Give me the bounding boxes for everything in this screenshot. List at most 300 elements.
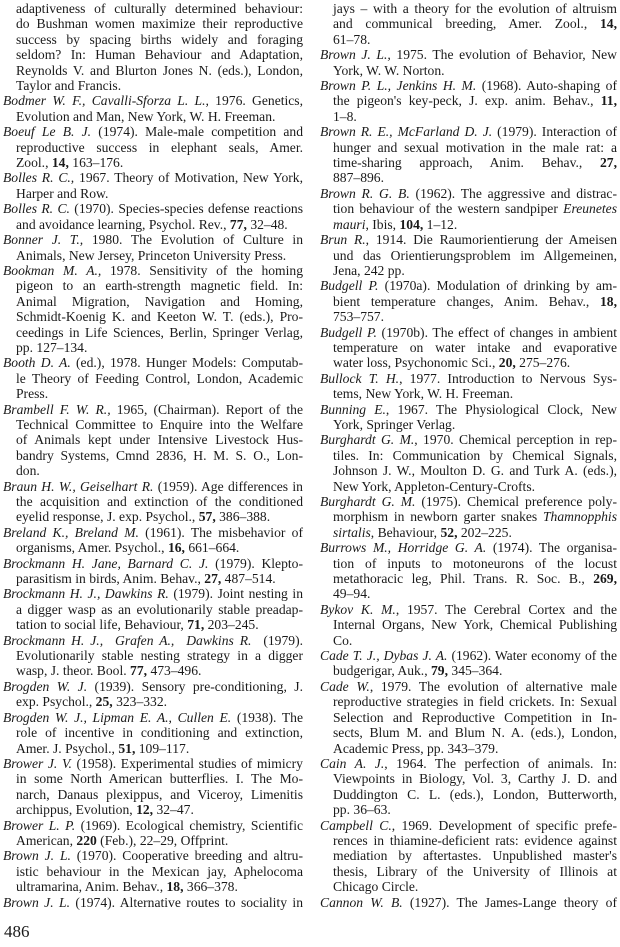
reference-text: bandry Systems, Cmnd 2836, H. M. S. O., Lon- bbox=[16, 447, 303, 463]
reference-text: rences in thiamine-deficient rats: evidence against bbox=[333, 832, 617, 848]
reference-entry bbox=[3, 201, 303, 232]
volume-number: 14, bbox=[600, 16, 617, 32]
reference-entry bbox=[320, 371, 617, 402]
reference-text: bient temperature changes, Anim. Behav., bbox=[333, 293, 600, 309]
reference-line bbox=[3, 448, 303, 463]
reference-authors: Brown J. L., bbox=[320, 47, 391, 63]
volume-number: 27, bbox=[204, 571, 222, 587]
reference-line bbox=[320, 633, 617, 648]
reference-text: pp. 127–134. bbox=[16, 339, 88, 355]
reference-entry bbox=[3, 170, 303, 201]
reference-text: pigeon to an earth-strength magnetic field. In: bbox=[16, 278, 303, 294]
volume-number: 51, bbox=[118, 740, 136, 756]
reference-entry bbox=[320, 494, 617, 540]
volume-number: 71, bbox=[187, 617, 205, 633]
reference-text: water loss, Psychonomic Sci., bbox=[333, 355, 499, 371]
reference-line bbox=[3, 741, 303, 756]
reference-line bbox=[320, 340, 617, 355]
reference-text: budgerigar, Auk., bbox=[333, 663, 431, 679]
reference-text: Taylor and Francis. bbox=[16, 78, 122, 94]
reference-authors: Bolles R. C., bbox=[3, 170, 75, 186]
reference-line bbox=[320, 602, 617, 617]
reference-text: (1958). Experimental studies of mimicry bbox=[71, 755, 303, 771]
reference-text: , 1969. Development of specific prefe- bbox=[391, 817, 617, 833]
reference-entry bbox=[320, 756, 617, 818]
reference-text: (1974). Alternative routes to sociality in bbox=[70, 894, 304, 910]
reference-entry bbox=[320, 648, 617, 679]
reference-text: parasitism in birds, Anim. Behav., bbox=[16, 571, 205, 587]
reference-line bbox=[3, 633, 303, 648]
reference-line bbox=[3, 248, 303, 263]
reference-text: (1939). Sensory pre-conditioning, J. bbox=[87, 678, 304, 694]
reference-authors: Burghardt G. M. bbox=[320, 494, 416, 509]
italic-text: mauri bbox=[333, 216, 366, 232]
volume-number: 14, bbox=[51, 155, 69, 171]
volume-number: 16, bbox=[167, 540, 185, 556]
reference-line bbox=[3, 78, 303, 93]
reference-line bbox=[3, 155, 303, 170]
reference-authors: Brockmann H. J., Grafen A., Dawkins R. bbox=[3, 632, 252, 648]
reference-line bbox=[320, 818, 617, 833]
reference-text: Johnson J. W., Moulton D. G. and Turk A. (eds.), bbox=[333, 463, 617, 479]
reference-line bbox=[320, 325, 617, 340]
reference-authors: Bunning E. bbox=[320, 401, 386, 417]
reference-line bbox=[320, 679, 617, 694]
reference-text: 487–514. bbox=[221, 571, 276, 587]
volume-number: 77, bbox=[130, 663, 148, 679]
reference-text: tion behaviour of the western sandpiper bbox=[333, 201, 564, 217]
reference-text: und das Orientierungsproblem im Allgemeinen, bbox=[333, 247, 617, 263]
volume-number: 104, bbox=[399, 216, 424, 232]
reference-authors: Bonner J. T., bbox=[3, 232, 84, 248]
reference-line bbox=[320, 771, 617, 786]
reference-text: American, bbox=[16, 832, 77, 848]
reference-text: Chicago Circle. bbox=[333, 879, 419, 895]
reference-line bbox=[320, 509, 617, 524]
reference-text: success by spacing births widely and foraging bbox=[16, 31, 303, 47]
reference-text: (1970a). Modulation of drinking by am- bbox=[378, 278, 617, 294]
reference-text: 61–78. bbox=[333, 31, 371, 47]
reference-line bbox=[320, 248, 617, 263]
reference-text: Technical Committee to Enquire into the Welfare bbox=[16, 416, 303, 432]
reference-line bbox=[3, 402, 303, 417]
reference-text: Reynolds V. and Blurton Jones N. (eds.), London, bbox=[16, 62, 303, 78]
reference-text: 1976. Genetics, bbox=[208, 93, 303, 109]
reference-line bbox=[320, 494, 617, 509]
reference-text: (1938). The bbox=[231, 709, 303, 725]
reference-text: Animals, New Jersey, Princeton University Press. bbox=[16, 247, 287, 263]
reference-entry bbox=[320, 278, 617, 324]
reference-entry bbox=[3, 93, 303, 124]
reference-text: reproductive success in elephant seals, Amer. bbox=[16, 139, 303, 155]
reference-text: adaptiveness of culturally determined behaviour: bbox=[16, 1, 303, 16]
reference-text: 32–47. bbox=[153, 802, 194, 818]
reference-line bbox=[3, 602, 303, 617]
reference-authors: Brown R. E., McFarland D. J. bbox=[320, 124, 493, 140]
reference-authors: Budgell P. bbox=[320, 278, 379, 294]
reference-line bbox=[320, 78, 617, 93]
reference-text: Co. bbox=[333, 632, 353, 648]
reference-text: exp. Psychol., bbox=[16, 694, 96, 710]
reference-text: morphism in newborn garter snakes bbox=[333, 509, 543, 525]
italic-text: Thamnopphis bbox=[542, 509, 617, 525]
reference-text: tion of inputs to motoneurons of the locust bbox=[333, 555, 617, 571]
reference-authors: Burrows M., Horridge G. A. bbox=[320, 540, 487, 556]
reference-entry bbox=[320, 895, 617, 910]
reference-text: and avoidance learning, Psychol. Rev., bbox=[16, 216, 230, 232]
reference-authors: Budgell P. bbox=[320, 324, 377, 340]
italic-text: sirtalis bbox=[333, 524, 371, 540]
reference-line bbox=[320, 525, 617, 540]
reference-text: of Animals kept under Intensive Livestock Hus- bbox=[16, 432, 303, 448]
reference-line bbox=[320, 371, 617, 386]
reference-entry bbox=[3, 1, 303, 93]
reference-line bbox=[320, 864, 617, 879]
reference-entry bbox=[320, 1, 617, 47]
reference-line bbox=[3, 864, 303, 879]
reference-text: do Bushman women maximize their reproductive bbox=[16, 16, 303, 32]
reference-line bbox=[320, 16, 617, 31]
reference-line bbox=[320, 417, 617, 432]
reference-authors: Breland K., Breland M. bbox=[3, 524, 139, 540]
reference-line bbox=[3, 617, 303, 632]
reference-line bbox=[3, 710, 303, 725]
reference-text: 1–12. bbox=[423, 216, 458, 232]
reference-entry bbox=[3, 895, 303, 910]
reference-line bbox=[3, 679, 303, 694]
reference-text: , 1977. Introduction to Nervous Sys- bbox=[399, 370, 617, 386]
reference-line bbox=[320, 386, 617, 401]
reference-line bbox=[3, 663, 303, 678]
reference-line bbox=[3, 833, 303, 848]
reference-authors: Bodmer W. F., Cavalli-Sforza L. L., bbox=[3, 93, 209, 109]
reference-line bbox=[3, 417, 303, 432]
reference-text: wasp, J. theor. Bool. bbox=[16, 663, 131, 679]
volume-number: 77, bbox=[229, 216, 247, 232]
reference-text: Evolution and Man, New York, W. H. Freeman. bbox=[16, 108, 276, 124]
reference-text: ceedings in Life Sciences, Berlin, Springer Verlag, bbox=[16, 324, 303, 340]
reference-text: Internal Organs, New York, Chemical Publishing bbox=[333, 617, 617, 633]
reference-line bbox=[320, 217, 617, 232]
reference-line bbox=[320, 294, 617, 309]
reference-line bbox=[3, 170, 303, 185]
volume-number: 57, bbox=[198, 509, 216, 525]
reference-authors: Brockmann H. Jane, Barnard C. J. bbox=[3, 555, 209, 571]
reference-authors: Cannon W. B. bbox=[320, 894, 403, 910]
reference-line bbox=[3, 93, 303, 108]
reference-text: sects, Blum M. and Blum N. A. (eds.), London, bbox=[333, 725, 617, 741]
reference-text: (1979). bbox=[251, 632, 303, 648]
reference-text: , Behaviour, bbox=[370, 524, 441, 540]
reference-line bbox=[3, 848, 303, 863]
reference-authors: Brown J. L. bbox=[3, 894, 70, 910]
reference-authors: Braun H. W., Geiselhart R. bbox=[3, 478, 154, 494]
reference-line bbox=[3, 63, 303, 78]
reference-authors: Bullock T. H. bbox=[320, 370, 400, 386]
reference-line bbox=[320, 741, 617, 756]
reference-text: 345–364. bbox=[448, 663, 503, 679]
reference-entry bbox=[320, 47, 617, 78]
reference-line bbox=[3, 1, 303, 16]
reference-line bbox=[3, 556, 303, 571]
reference-text: Schmidt-Koenig K. and Keeton W. T. (eds.), Pro- bbox=[16, 309, 303, 325]
reference-text: (1970). Cooperative breeding and altru- bbox=[70, 848, 303, 864]
reference-text: 163–176. bbox=[68, 155, 124, 171]
reference-text: Duddington C. L. (eds.), London, Butterworth, bbox=[333, 786, 617, 802]
reference-line bbox=[320, 663, 617, 678]
reference-text: 366–378. bbox=[183, 879, 238, 895]
reference-line bbox=[320, 355, 617, 370]
reference-line bbox=[3, 463, 303, 478]
volume-number: 269, bbox=[593, 571, 617, 587]
reference-entry bbox=[320, 325, 617, 371]
reference-line bbox=[3, 879, 303, 894]
reference-line bbox=[320, 263, 617, 278]
reference-text: 49–94. bbox=[333, 586, 371, 602]
reference-text: New York, Appleton-Century-Crofts. bbox=[333, 478, 536, 494]
reference-text: tiles. In: Communication by Chemical Signals, bbox=[333, 447, 617, 463]
reference-line bbox=[3, 371, 303, 386]
reference-line bbox=[3, 725, 303, 740]
reference-text: Selection and Reproductive Competition in In- bbox=[333, 709, 617, 725]
reference-text: Jena, 242 pp. bbox=[333, 262, 405, 278]
reference-line bbox=[320, 833, 617, 848]
reference-authors: Brown R. G. B. bbox=[320, 185, 410, 201]
reference-line bbox=[320, 201, 617, 216]
reference-line bbox=[3, 201, 303, 216]
reference-line bbox=[320, 463, 617, 478]
reference-entry bbox=[3, 756, 303, 818]
reference-line bbox=[3, 309, 303, 324]
reference-line bbox=[320, 309, 617, 324]
reference-text: 32–48. bbox=[246, 216, 288, 232]
reference-line bbox=[320, 571, 617, 586]
reference-authors: Bolles R. C. bbox=[3, 201, 70, 217]
reference-text: eyelid response, J. exp. Psychol., bbox=[16, 509, 199, 525]
reference-line bbox=[320, 124, 617, 139]
reference-line bbox=[3, 355, 303, 370]
reference-text: 661–664. bbox=[184, 540, 240, 556]
reference-text: (1979). Interaction of bbox=[492, 124, 617, 140]
reference-authors: Brown J. L. bbox=[3, 848, 71, 864]
reference-line bbox=[320, 802, 617, 817]
reference-line bbox=[320, 140, 617, 155]
reference-line bbox=[3, 771, 303, 786]
reference-column-left bbox=[3, 1, 303, 910]
reference-line bbox=[3, 16, 303, 31]
reference-line bbox=[320, 648, 617, 663]
reference-text: , Ibis, bbox=[365, 216, 400, 232]
reference-line bbox=[3, 787, 303, 802]
reference-entry bbox=[3, 556, 303, 587]
reference-text: 323–332. bbox=[112, 694, 168, 710]
reference-text: (1962). Water economy of the bbox=[447, 648, 617, 664]
reference-line bbox=[320, 617, 617, 632]
reference-text: 1965, (Chairman). Report of the bbox=[110, 401, 303, 417]
reference-authors: Brogden W. J. bbox=[3, 678, 88, 694]
reference-line bbox=[3, 32, 303, 47]
reference-authors: Booth D. A. bbox=[3, 355, 71, 371]
reference-text: 275–276. bbox=[515, 355, 571, 371]
reference-text: pp. 36–63. bbox=[333, 802, 391, 818]
reference-text: tems, New York, W. H. Freeman. bbox=[333, 386, 514, 402]
reference-authors: Bookman M. A., bbox=[3, 262, 102, 278]
reference-text: 1978. Sensitivity of the homing bbox=[101, 262, 303, 278]
reference-entry bbox=[320, 540, 617, 602]
reference-line bbox=[3, 109, 303, 124]
reference-line bbox=[3, 648, 303, 663]
reference-entry bbox=[320, 124, 617, 186]
volume-number: 18, bbox=[600, 293, 617, 309]
volume-number: 18, bbox=[166, 879, 184, 895]
reference-text: (ed.), 1978. Hunger Models: Computab- bbox=[70, 355, 303, 371]
reference-entry bbox=[320, 402, 617, 433]
reference-text: tation to social life, Behaviour, bbox=[16, 617, 188, 633]
reference-line bbox=[3, 325, 303, 340]
volume-number: 220 bbox=[76, 832, 97, 848]
reference-text: Evolutionarily stable nesting strategy in a digger bbox=[16, 648, 303, 664]
reference-text: (1959). Age differences in bbox=[153, 478, 303, 494]
reference-line bbox=[3, 232, 303, 247]
reference-text: archippus, Evolution, bbox=[16, 802, 137, 818]
reference-text: Zool., bbox=[16, 155, 52, 171]
reference-line bbox=[320, 109, 617, 124]
reference-line bbox=[320, 479, 617, 494]
reference-text: 202–225. bbox=[457, 524, 512, 540]
reference-line bbox=[320, 93, 617, 108]
reference-text: 109–117. bbox=[135, 740, 190, 756]
reference-text: narch, Danaus plexippus, and Viceroy, Limenitis bbox=[16, 786, 303, 802]
volume-number: 12, bbox=[136, 802, 154, 818]
reference-line bbox=[320, 694, 617, 709]
reference-text: (1968). Auto-shaping of bbox=[476, 78, 617, 94]
reference-entry bbox=[320, 186, 617, 232]
reference-authors: Brun R. bbox=[320, 232, 366, 248]
reference-authors: Brower L. P. bbox=[3, 817, 76, 833]
reference-text: the pigeon's key-peck, J. exp. anim. Behav., bbox=[333, 93, 601, 109]
reference-line bbox=[320, 540, 617, 555]
reference-line bbox=[3, 432, 303, 447]
reference-entry bbox=[320, 602, 617, 648]
reference-authors: Bykov K. M. bbox=[320, 601, 396, 617]
reference-text: in some North American butterflies. I. The Mo- bbox=[16, 771, 303, 787]
reference-text: reproductive strategies in field crickets. In: Sexual bbox=[333, 694, 617, 710]
reference-text: (1979). Joint nesting in bbox=[168, 586, 303, 602]
reference-text: metathoracic leg, Phil. Trans. R. Soc. B., bbox=[333, 571, 594, 587]
reference-text: ultramarina, Anim. Behav., bbox=[16, 879, 167, 895]
reference-text: mediation by aftertastes. Unpublished master's bbox=[333, 848, 617, 864]
reference-line bbox=[3, 217, 303, 232]
reference-text: (1979). Klepto- bbox=[208, 555, 303, 571]
reference-line bbox=[3, 525, 303, 540]
reference-entry bbox=[320, 679, 617, 756]
reference-line bbox=[3, 509, 303, 524]
reference-entry bbox=[3, 263, 303, 355]
reference-line bbox=[320, 848, 617, 863]
reference-authors: Campbell C. bbox=[320, 817, 392, 833]
reference-entry bbox=[320, 78, 617, 124]
volume-number: 27, bbox=[600, 155, 617, 171]
reference-text: York, Springer Verlag. bbox=[333, 416, 456, 432]
reference-line bbox=[3, 340, 303, 355]
reference-line bbox=[320, 1, 617, 16]
reference-line bbox=[3, 263, 303, 278]
reference-line bbox=[320, 895, 617, 910]
volume-number: 20, bbox=[498, 355, 516, 371]
reference-authors: Brogden W. J., Lipman E. A., Cullen E. bbox=[3, 709, 232, 725]
reference-line bbox=[3, 140, 303, 155]
volume-number: 11, bbox=[600, 93, 617, 109]
reference-authors: Brambell F. W. R., bbox=[3, 401, 111, 417]
volume-number: 52, bbox=[440, 524, 458, 540]
italic-text: Ereunetes bbox=[563, 201, 617, 217]
reference-text: le Theory of Feeding Control, London, Academic bbox=[16, 370, 303, 386]
reference-authors: Boeuf Le B. J. bbox=[3, 124, 92, 140]
reference-entry bbox=[320, 232, 617, 278]
reference-line bbox=[3, 818, 303, 833]
reference-entry bbox=[3, 232, 303, 263]
reference-column-right bbox=[320, 1, 617, 910]
reference-entry bbox=[3, 479, 303, 525]
reference-line bbox=[320, 586, 617, 601]
reference-line bbox=[320, 402, 617, 417]
reference-line bbox=[3, 586, 303, 601]
reference-text: , 1914. Die Raumorientierung der Ameisen bbox=[365, 232, 617, 248]
reference-text: a digger wasp as an evolutionarily stable preadap- bbox=[16, 601, 303, 617]
reference-text: seldom? In: Human Behaviour and Adaptation, bbox=[16, 47, 303, 63]
reference-line bbox=[320, 278, 617, 293]
reference-line bbox=[320, 170, 617, 185]
reference-line bbox=[3, 278, 303, 293]
reference-line bbox=[3, 294, 303, 309]
volume-number: 25, bbox=[95, 694, 113, 710]
reference-text: Animal Migration, Navigation and Homing, bbox=[16, 293, 303, 309]
reference-authors: Brockmann H. J., Dawkins R. bbox=[3, 586, 169, 602]
reference-text: Press. bbox=[16, 386, 49, 402]
reference-text: 1975. The evolution of Behavior, New bbox=[390, 47, 617, 63]
reference-entry bbox=[3, 848, 303, 894]
reference-authors: Brower J. V. bbox=[3, 755, 72, 771]
reference-line bbox=[3, 479, 303, 494]
reference-text: Academic Press, pp. 343–379. bbox=[333, 740, 499, 756]
reference-line bbox=[320, 432, 617, 447]
reference-text: , 1964. The perfection of animals. In: bbox=[384, 755, 618, 771]
reference-line bbox=[3, 186, 303, 201]
reference-line bbox=[3, 124, 303, 139]
reference-line bbox=[320, 448, 617, 463]
reference-text: Amer. J. Psychol., bbox=[16, 740, 119, 756]
reference-text: jays – with a theory for the evolution of altruism bbox=[333, 1, 617, 16]
reference-text: (1975). Chemical preference poly- bbox=[415, 494, 617, 509]
page-number: 486 bbox=[4, 922, 30, 941]
reference-entry bbox=[3, 679, 303, 710]
reference-line bbox=[320, 155, 617, 170]
reference-text: 887–896. bbox=[333, 170, 384, 186]
reference-line bbox=[3, 386, 303, 401]
reference-line bbox=[320, 186, 617, 201]
volume-number: 79, bbox=[431, 663, 448, 679]
reference-text: (1974). Male-male competition and bbox=[91, 124, 303, 140]
reference-authors: Cade W. bbox=[320, 678, 370, 694]
reference-text: Viewpoints in Biology, Vol. 3, Carthy J. D. and bbox=[333, 771, 617, 787]
reference-line bbox=[320, 556, 617, 571]
reference-text: (1927). The James-Lange theory of bbox=[402, 894, 617, 910]
reference-text: role of incentive in conditioning and extinction, bbox=[16, 725, 303, 741]
reference-line bbox=[320, 232, 617, 247]
reference-text: 1967. Theory of Motivation, New York, bbox=[74, 170, 304, 186]
reference-text: 1–8. bbox=[333, 108, 357, 124]
reference-line bbox=[320, 63, 617, 78]
